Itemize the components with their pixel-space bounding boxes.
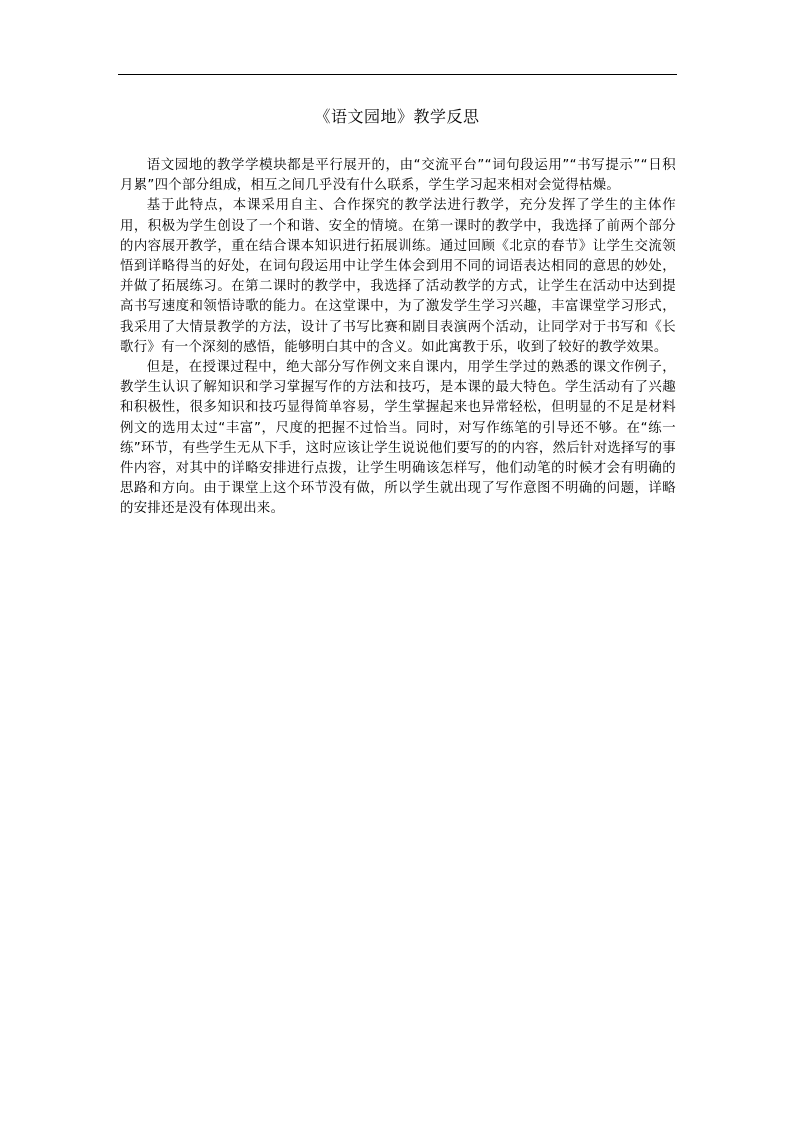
paragraph: 语文园地的教学学模块都是平行展开的，由“交流平台”“词句段运用”“书写提示”“日积月累”四个部分组成，相互之间几乎没有什么联系，学生学习起来相对会觉得枯燥。 <box>120 158 676 194</box>
paragraph: 基于此特点，本课采用自主、合作探究的教学法进行教学，充分发挥了学生的主体作用，积极为学生创设了一个和谐、安全的情境。在第一课时的教学中，我选择了前两个部分的内容展开教学，重在结合课本知识进行拓展训练。通过回顾《北京的春节》让学生交流领悟到详略得当的好处，在词句段运用中让学生体会到用不同的词语表达相同的意思的妙处，并做了拓展练习。在第二课时的教学中，我选择了活动教学的方式，让学生在活动中达到提高书写速度和领悟诗歌的能力。在这堂课中，为了激发学生学习兴趣，丰富课堂学习形式，我采用了大情景教学的方法，设计了书写比赛和剧目表演两个活动，让同学对于书写和《长歌行》有一个深刻的感悟，能够明白其中的含义。如此寓教于乐，收到了较好的教学效果。 <box>120 198 676 355</box>
document-title: 《语文园地》教学反思 <box>314 107 480 126</box>
paragraph: 但是，在授课过程中，绝大部分写作例文来自课内，用学生学过的熟悉的课文作例子，教学生认识了解知识和学习掌握写作的方法和技巧，是本课的最大特色。学生活动有了兴趣和积极性，很多知识和技巧显得简单容易，学生掌握起来也异常轻松，但明显的不足是材料例文的选用太过“丰富”，尺度的把握不过恰当。同时，对写作练笔的引导还不够。在“练一练”环节，有些学生无从下手，这时应该让学生说说他们要写的的内容，然后针对选择写的事件内容，对其中的详略安排进行点拨，让学生明确该怎样写，他们动笔的时候才会有明确的思路和方向。由于课堂上这个环节没有做，所以学生就出现了写作意图不明确的问题，详略的安排还是没有体现出来。 <box>120 360 676 517</box>
header-rule <box>118 74 677 75</box>
document-body <box>120 156 676 520</box>
